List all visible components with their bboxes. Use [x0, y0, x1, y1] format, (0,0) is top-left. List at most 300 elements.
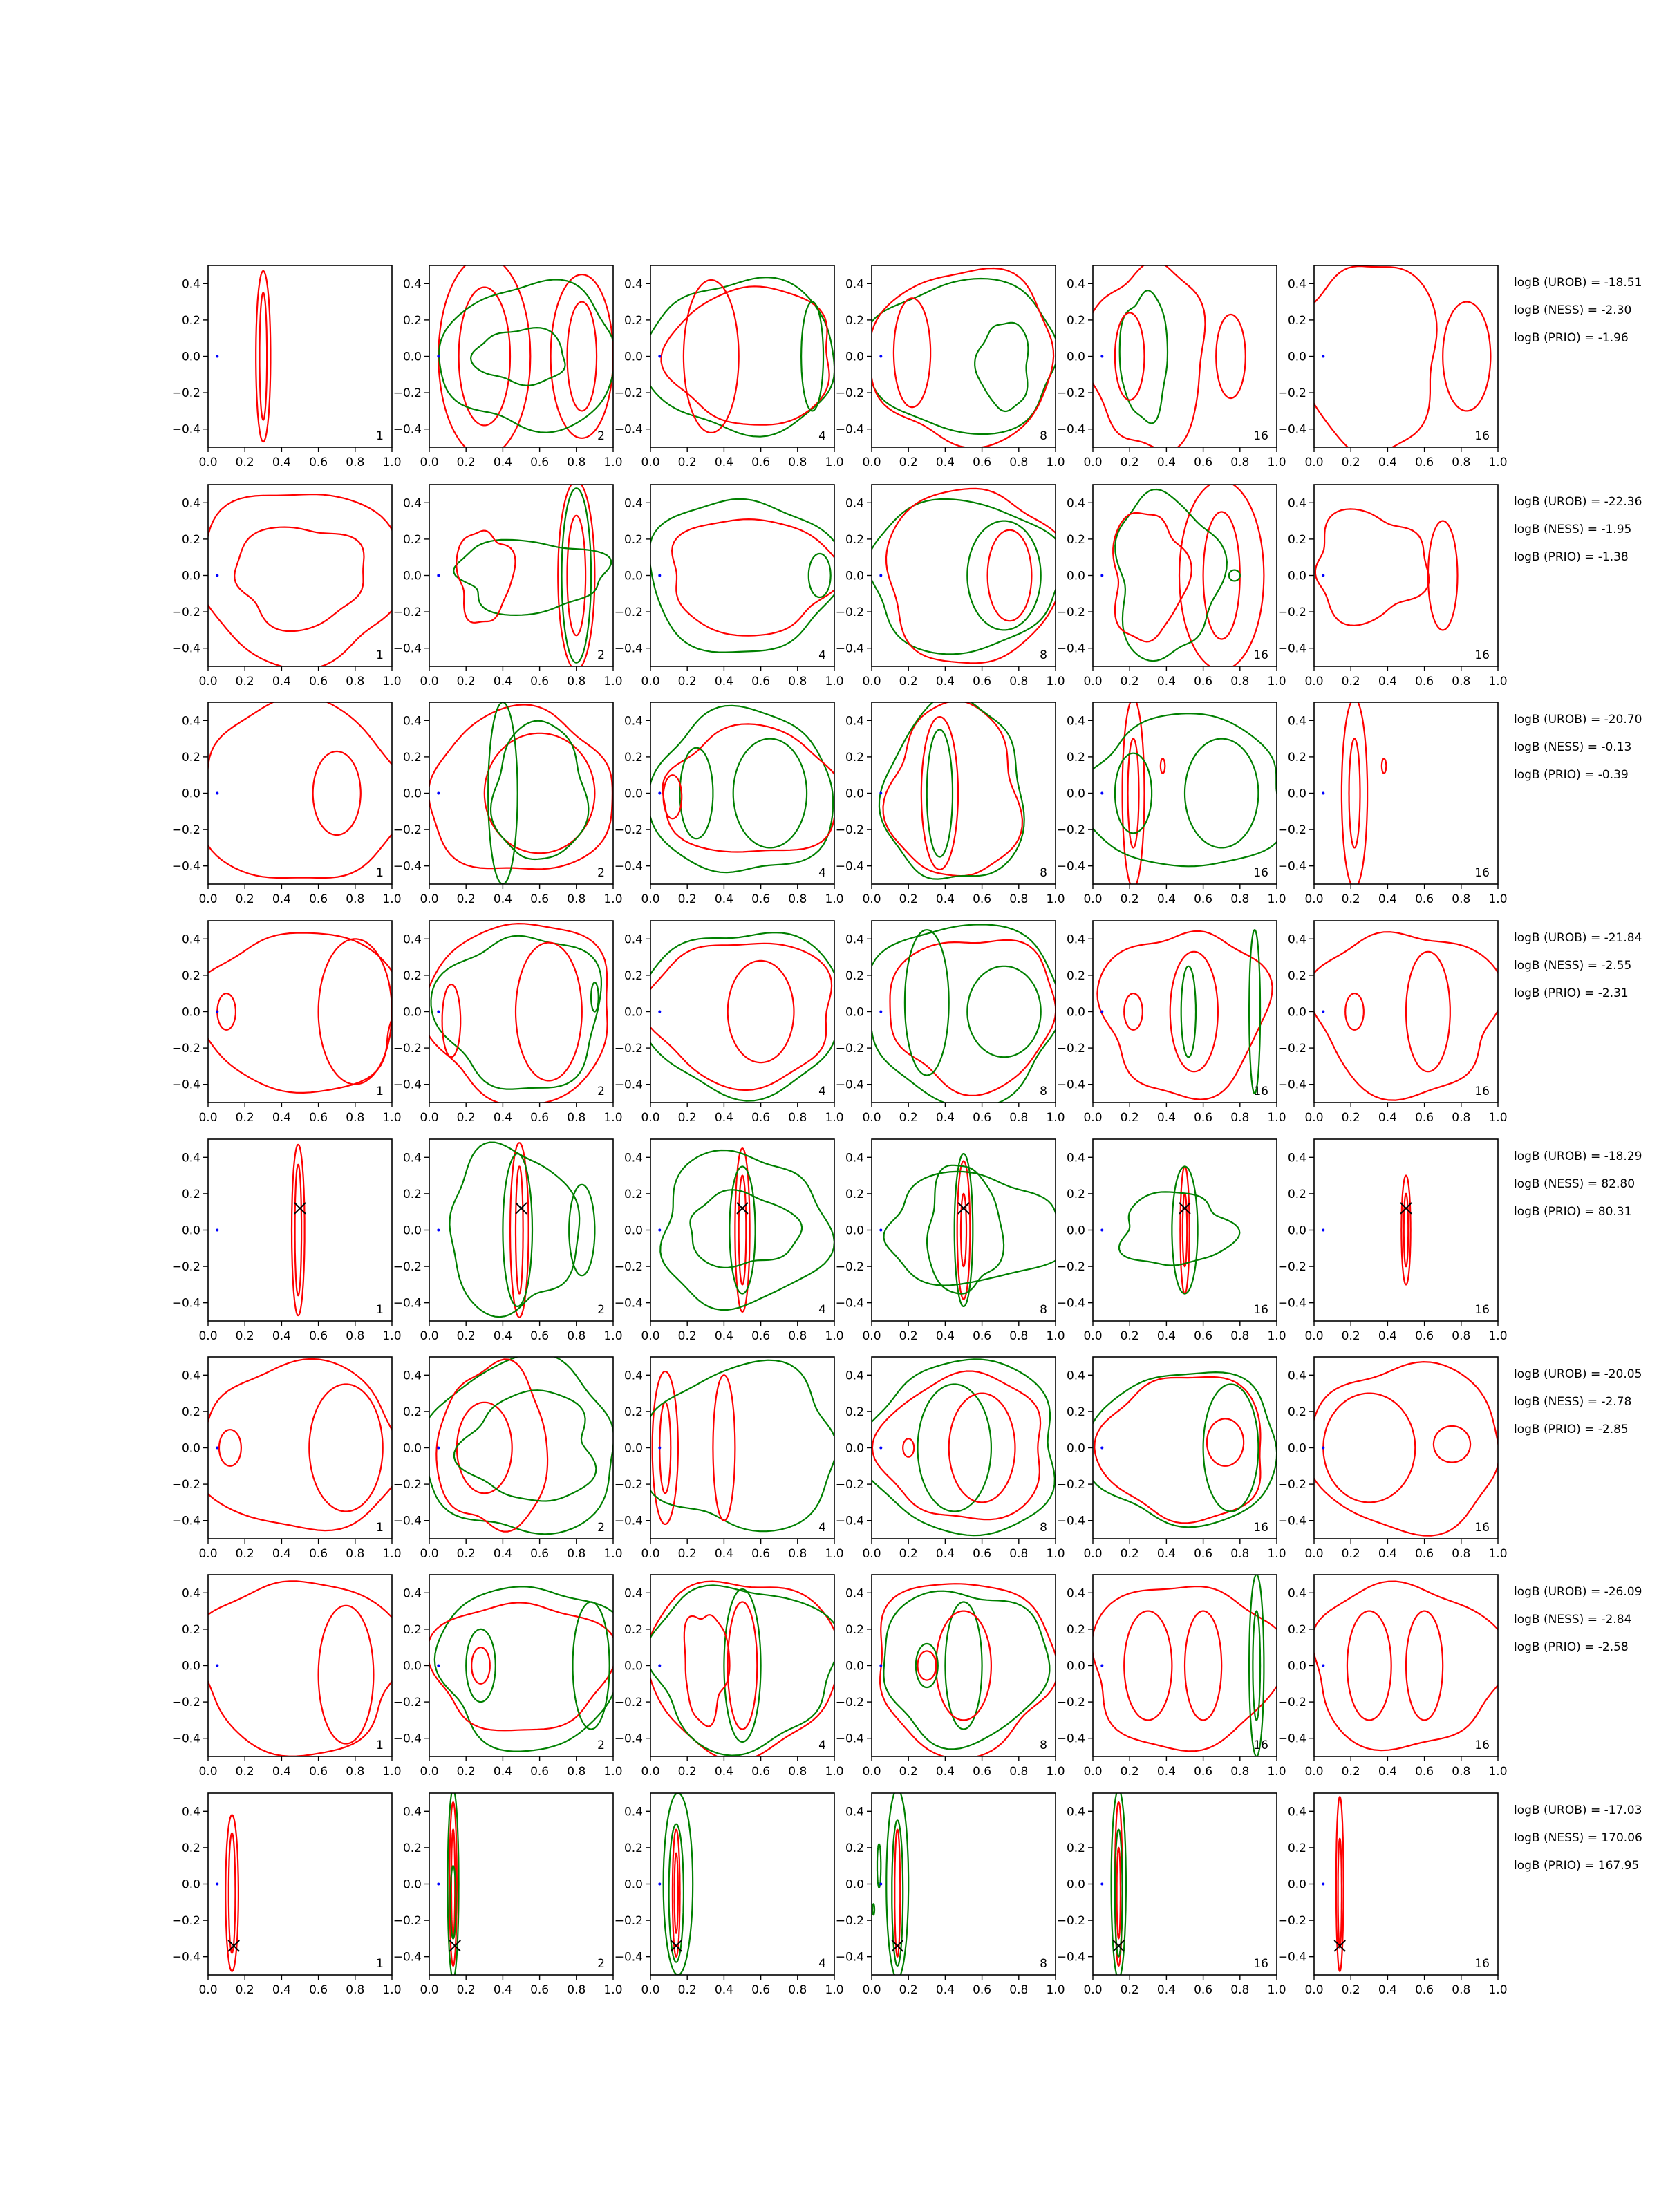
y-tick-label: 0.4 — [402, 1805, 422, 1819]
y-tick-label: −0.4 — [1056, 1078, 1085, 1092]
panel-count-label: 1 — [376, 429, 384, 443]
x-tick-label: 0.4 — [1156, 1111, 1176, 1125]
y-tick-label: −0.4 — [171, 1950, 200, 1965]
y-tick-label: 0.0 — [1287, 350, 1306, 364]
y-tick-label: −0.2 — [614, 1696, 643, 1710]
x-tick-label: 0.2 — [1120, 1765, 1139, 1779]
y-tick-label: 0.4 — [845, 932, 864, 947]
x-tick-label: 0.8 — [1009, 1547, 1029, 1561]
x-tick-label: 0.0 — [641, 1547, 660, 1561]
y-tick-label: −0.2 — [835, 1914, 864, 1929]
y-tick-label: 0.2 — [624, 1187, 643, 1201]
plot-area — [208, 1139, 392, 1321]
y-tick-label: 0.4 — [402, 496, 422, 511]
panel-count-label: 16 — [1253, 648, 1268, 662]
y-tick-label: 0.0 — [1066, 787, 1085, 801]
x-tick-label: 1.0 — [825, 892, 844, 906]
y-tick-label: −0.2 — [1277, 386, 1306, 401]
x-tick-label: 0.0 — [420, 892, 439, 906]
logb-urob-label: logB (UROB) = -20.70 — [1514, 713, 1642, 727]
reference-point — [216, 1011, 218, 1013]
x-tick-label: 0.8 — [1230, 1329, 1250, 1343]
panel-count-label: 4 — [818, 1303, 826, 1317]
x-tick-label: 0.0 — [420, 456, 439, 469]
logb-urob-label: logB (UROB) = -26.09 — [1514, 1585, 1642, 1599]
y-tick-label: 0.4 — [624, 932, 643, 947]
y-tick-label: −0.4 — [1277, 422, 1306, 437]
y-tick-label: −0.2 — [614, 1478, 643, 1492]
x-tick-label: 0.6 — [530, 1111, 550, 1125]
panel-count-label: 4 — [818, 648, 826, 662]
x-tick-label: 0.8 — [1009, 675, 1029, 688]
y-tick-label: 0.2 — [181, 1841, 200, 1855]
reference-point — [437, 1883, 440, 1886]
y-tick-label: −0.2 — [393, 1696, 422, 1710]
x-tick-label: 0.0 — [862, 1983, 881, 1997]
logb-urob-label: logB (UROB) = -22.36 — [1514, 495, 1642, 509]
y-tick-label: 0.0 — [624, 787, 643, 801]
y-tick-label: −0.4 — [1056, 859, 1085, 874]
x-tick-label: 0.4 — [272, 1765, 291, 1779]
panel-count-label: 1 — [376, 1303, 384, 1317]
x-tick-label: 1.0 — [1267, 1111, 1286, 1125]
y-tick-label: −0.4 — [1277, 1078, 1306, 1092]
x-tick-label: 1.0 — [603, 892, 623, 906]
x-tick-label: 0.8 — [1452, 456, 1471, 469]
x-tick-label: 0.8 — [1230, 1111, 1250, 1125]
x-tick-label: 0.4 — [1378, 1329, 1397, 1343]
y-tick-label: 0.2 — [181, 1622, 200, 1637]
y-tick-label: −0.2 — [835, 1260, 864, 1275]
x-tick-label: 0.2 — [456, 892, 476, 906]
x-tick-label: 1.0 — [603, 1983, 623, 1997]
y-tick-label: 0.0 — [845, 1877, 864, 1892]
y-tick-label: −0.4 — [393, 859, 422, 874]
y-tick-label: −0.4 — [393, 1732, 422, 1746]
logb-prio-label: logB (PRIO) = -1.38 — [1514, 550, 1629, 564]
y-tick-label: 0.2 — [402, 1622, 422, 1637]
x-tick-label: 0.2 — [677, 1111, 697, 1125]
y-tick-label: 0.4 — [1066, 1586, 1085, 1601]
x-tick-label: 1.0 — [1046, 1765, 1065, 1779]
x-tick-label: 1.0 — [1488, 892, 1508, 906]
x-tick-label: 0.0 — [1083, 456, 1103, 469]
x-tick-label: 1.0 — [1046, 456, 1065, 469]
x-tick-label: 0.6 — [1194, 1111, 1213, 1125]
panel-count-label: 1 — [376, 1957, 384, 1971]
x-tick-label: 0.2 — [456, 1983, 476, 1997]
y-tick-label: 0.0 — [845, 787, 864, 801]
x-tick-label: 0.6 — [1194, 892, 1213, 906]
x-tick-label: 0.2 — [677, 1547, 697, 1561]
reference-point — [658, 1447, 661, 1450]
y-tick-label: −0.2 — [171, 1696, 200, 1710]
x-tick-label: 0.4 — [714, 1111, 733, 1125]
y-tick-label: 0.0 — [1287, 1877, 1306, 1892]
y-tick-label: −0.4 — [1277, 1732, 1306, 1746]
x-tick-label: 0.4 — [935, 1983, 955, 1997]
x-tick-label: 0.2 — [677, 1329, 697, 1343]
y-tick-label: 0.4 — [181, 1586, 200, 1601]
y-tick-label: −0.4 — [835, 422, 864, 437]
x-tick-label: 0.6 — [973, 675, 992, 688]
y-tick-label: 0.4 — [181, 1369, 200, 1383]
y-tick-label: 0.0 — [402, 350, 422, 364]
panel-count-label: 8 — [1040, 1303, 1047, 1317]
y-tick-label: 0.2 — [624, 750, 643, 765]
y-tick-label: −0.4 — [393, 1950, 422, 1965]
y-tick-label: 0.0 — [624, 1005, 643, 1020]
panel-count-label: 8 — [1040, 1957, 1047, 1971]
logb-ness-label: logB (NESS) = 82.80 — [1514, 1177, 1635, 1191]
x-tick-label: 0.6 — [309, 675, 328, 688]
y-tick-label: −0.4 — [1277, 1950, 1306, 1965]
reference-point — [437, 792, 440, 795]
y-tick-label: 0.4 — [402, 1586, 422, 1601]
reference-point — [1322, 1665, 1324, 1667]
y-tick-label: 0.2 — [1287, 313, 1306, 328]
x-tick-label: 0.6 — [530, 1765, 550, 1779]
logb-prio-label: logB (PRIO) = -1.96 — [1514, 331, 1629, 345]
x-tick-label: 0.8 — [346, 1765, 365, 1779]
panel-count-label: 4 — [818, 866, 826, 880]
y-tick-label: 0.2 — [402, 968, 422, 983]
y-tick-label: 0.0 — [845, 1659, 864, 1674]
y-tick-label: −0.2 — [614, 386, 643, 401]
x-tick-label: 1.0 — [1488, 675, 1508, 688]
y-tick-label: 0.4 — [181, 714, 200, 729]
y-tick-label: −0.2 — [1056, 1478, 1085, 1492]
y-tick-label: −0.4 — [1056, 422, 1085, 437]
y-tick-label: −0.2 — [1056, 386, 1085, 401]
x-tick-label: 0.2 — [235, 1983, 254, 1997]
x-tick-label: 0.0 — [420, 675, 439, 688]
x-tick-label: 0.4 — [1378, 1983, 1397, 1997]
y-tick-label: 0.2 — [1066, 1622, 1085, 1637]
x-tick-label: 0.4 — [272, 892, 291, 906]
x-tick-label: 0.4 — [935, 675, 955, 688]
x-tick-label: 0.8 — [1230, 1547, 1250, 1561]
y-tick-label: −0.2 — [835, 1042, 864, 1056]
logb-ness-label: logB (NESS) = 170.06 — [1514, 1831, 1642, 1845]
reference-point — [437, 355, 440, 358]
x-tick-label: 0.2 — [1120, 1547, 1139, 1561]
plot-area — [208, 265, 392, 447]
x-tick-label: 0.0 — [641, 456, 660, 469]
x-tick-label: 0.2 — [1341, 675, 1360, 688]
y-tick-label: 0.4 — [1066, 1151, 1085, 1165]
x-tick-label: 0.0 — [1304, 675, 1324, 688]
reference-point — [1100, 1229, 1103, 1232]
x-tick-label: 0.0 — [641, 892, 660, 906]
reference-point — [658, 574, 661, 577]
y-tick-label: −0.4 — [1056, 1296, 1085, 1311]
x-tick-label: 0.8 — [346, 675, 365, 688]
panel-count-label: 16 — [1253, 866, 1268, 880]
y-tick-label: 0.4 — [624, 496, 643, 511]
x-tick-label: 0.2 — [456, 1547, 476, 1561]
plot-area — [650, 485, 834, 666]
logb-urob-label: logB (UROB) = -18.29 — [1514, 1150, 1642, 1163]
y-tick-label: 0.0 — [1066, 1224, 1085, 1238]
x-tick-label: 0.4 — [714, 675, 733, 688]
y-tick-label: 0.0 — [181, 1224, 200, 1238]
y-tick-label: 0.2 — [1287, 1187, 1306, 1201]
x-tick-label: 0.2 — [456, 1765, 476, 1779]
y-tick-label: −0.2 — [171, 1478, 200, 1492]
x-tick-label: 0.4 — [493, 1329, 512, 1343]
y-tick-label: −0.2 — [393, 606, 422, 620]
y-tick-label: −0.4 — [835, 1732, 864, 1746]
y-tick-label: −0.2 — [393, 1914, 422, 1929]
logb-urob-label: logB (UROB) = -17.03 — [1514, 1803, 1642, 1817]
x-tick-label: 0.6 — [751, 1111, 771, 1125]
x-tick-label: 0.8 — [1009, 1329, 1029, 1343]
y-tick-label: −0.4 — [1277, 641, 1306, 656]
y-tick-label: −0.2 — [1277, 1260, 1306, 1275]
y-tick-label: 0.0 — [1287, 1441, 1306, 1456]
panel-count-label: 8 — [1040, 1738, 1047, 1752]
x-tick-label: 0.4 — [935, 456, 955, 469]
reference-point — [216, 355, 218, 358]
x-tick-label: 0.4 — [1156, 892, 1176, 906]
y-tick-label: 0.4 — [1287, 496, 1306, 511]
y-tick-label: 0.0 — [181, 787, 200, 801]
y-tick-label: 0.4 — [402, 932, 422, 947]
y-tick-label: −0.4 — [835, 1296, 864, 1311]
y-tick-label: −0.4 — [614, 1296, 643, 1311]
x-tick-label: 0.0 — [198, 1983, 218, 1997]
x-tick-label: 0.6 — [1194, 1329, 1213, 1343]
reference-point — [1322, 355, 1324, 358]
y-tick-label: 0.2 — [181, 750, 200, 765]
x-tick-label: 0.6 — [530, 1547, 550, 1561]
y-tick-label: −0.4 — [614, 422, 643, 437]
x-tick-label: 1.0 — [1267, 892, 1286, 906]
logb-ness-label: logB (NESS) = -2.84 — [1514, 1613, 1632, 1627]
y-tick-label: 0.0 — [402, 787, 422, 801]
x-tick-label: 0.0 — [641, 1983, 660, 1997]
panel-count-label: 16 — [1253, 1303, 1268, 1317]
x-tick-label: 0.0 — [420, 1547, 439, 1561]
x-tick-label: 0.2 — [899, 1329, 918, 1343]
panel-count-label: 8 — [1040, 1085, 1047, 1098]
panel-count-label: 4 — [818, 1085, 826, 1098]
panel-count-label: 16 — [1474, 1303, 1490, 1317]
plot-area — [1314, 485, 1498, 666]
x-tick-label: 0.6 — [751, 1547, 771, 1561]
x-tick-label: 0.0 — [1304, 456, 1324, 469]
x-tick-label: 0.2 — [899, 1765, 918, 1779]
y-tick-label: −0.2 — [614, 1914, 643, 1929]
panel-count-label: 4 — [818, 429, 826, 443]
y-tick-label: 0.4 — [1066, 714, 1085, 729]
y-tick-label: −0.4 — [171, 1732, 200, 1746]
x-tick-label: 0.0 — [641, 1329, 660, 1343]
x-tick-label: 0.4 — [935, 1547, 955, 1561]
logb-urob-label: logB (UROB) = -18.51 — [1514, 276, 1642, 290]
y-tick-label: 0.0 — [624, 350, 643, 364]
y-tick-label: −0.4 — [614, 1950, 643, 1965]
x-tick-label: 0.8 — [567, 1111, 586, 1125]
logb-urob-label: logB (UROB) = -21.84 — [1514, 931, 1642, 945]
y-tick-label: 0.4 — [1287, 1586, 1306, 1601]
x-tick-label: 0.4 — [1156, 1329, 1176, 1343]
y-tick-label: −0.2 — [614, 823, 643, 838]
y-tick-label: −0.2 — [171, 1914, 200, 1929]
logb-urob-label: logB (UROB) = -20.05 — [1514, 1367, 1642, 1381]
x-tick-label: 0.0 — [862, 1765, 881, 1779]
x-tick-label: 0.6 — [530, 892, 550, 906]
x-tick-label: 1.0 — [1488, 1765, 1508, 1779]
logb-prio-label: logB (PRIO) = -0.39 — [1514, 768, 1629, 782]
x-tick-label: 0.6 — [973, 1329, 992, 1343]
y-tick-label: 0.0 — [624, 1877, 643, 1892]
x-tick-label: 0.0 — [1083, 675, 1103, 688]
x-tick-label: 0.6 — [309, 1329, 328, 1343]
x-tick-label: 0.8 — [1452, 1111, 1471, 1125]
reference-point — [216, 1665, 218, 1667]
reference-point — [437, 1447, 440, 1450]
x-tick-label: 0.4 — [714, 1329, 733, 1343]
y-tick-label: 0.4 — [1066, 496, 1085, 511]
x-tick-label: 0.6 — [751, 1329, 771, 1343]
y-tick-label: 0.0 — [845, 350, 864, 364]
x-tick-label: 1.0 — [603, 1111, 623, 1125]
x-tick-label: 0.0 — [641, 675, 660, 688]
x-tick-label: 0.8 — [567, 675, 586, 688]
y-tick-label: 0.0 — [181, 569, 200, 583]
y-tick-label: −0.2 — [835, 386, 864, 401]
x-tick-label: 0.2 — [677, 892, 697, 906]
x-tick-label: 0.2 — [235, 1765, 254, 1779]
x-tick-label: 0.2 — [235, 1547, 254, 1561]
x-tick-label: 0.4 — [1156, 1547, 1176, 1561]
reference-point — [1322, 1447, 1324, 1450]
x-tick-label: 0.6 — [1415, 1547, 1434, 1561]
y-tick-label: 0.0 — [181, 1659, 200, 1674]
x-tick-label: 0.0 — [198, 1329, 218, 1343]
y-tick-label: 0.0 — [1287, 569, 1306, 583]
y-tick-label: 0.2 — [1287, 968, 1306, 983]
y-tick-label: 0.0 — [1287, 787, 1306, 801]
x-tick-label: 0.8 — [346, 456, 365, 469]
x-tick-label: 0.6 — [973, 1111, 992, 1125]
x-tick-label: 0.4 — [1156, 1983, 1176, 1997]
panel-count-label: 16 — [1253, 1085, 1268, 1098]
plot-area — [1314, 1139, 1498, 1321]
x-tick-label: 0.8 — [1009, 1983, 1029, 1997]
x-tick-label: 1.0 — [1267, 1983, 1286, 1997]
plot-area — [208, 1575, 392, 1756]
y-tick-label: −0.4 — [171, 1078, 200, 1092]
y-tick-label: 0.2 — [1066, 313, 1085, 328]
x-tick-label: 0.4 — [935, 1111, 955, 1125]
x-tick-label: 0.0 — [198, 675, 218, 688]
x-tick-label: 0.6 — [530, 675, 550, 688]
x-tick-label: 0.6 — [751, 892, 771, 906]
x-tick-label: 0.8 — [1452, 1329, 1471, 1343]
x-tick-label: 0.8 — [567, 892, 586, 906]
x-tick-label: 1.0 — [825, 1111, 844, 1125]
panel-count-label: 8 — [1040, 866, 1047, 880]
x-tick-label: 0.0 — [198, 892, 218, 906]
x-tick-label: 0.8 — [788, 456, 807, 469]
y-tick-label: 0.2 — [624, 968, 643, 983]
y-tick-label: 0.2 — [624, 1841, 643, 1855]
y-tick-label: 0.0 — [845, 1005, 864, 1020]
y-tick-label: 0.0 — [402, 1877, 422, 1892]
x-tick-label: 0.6 — [1415, 675, 1434, 688]
reference-point — [658, 1229, 661, 1232]
y-tick-label: 0.0 — [624, 569, 643, 583]
y-tick-label: 0.4 — [1066, 1805, 1085, 1819]
x-tick-label: 0.0 — [1304, 1111, 1324, 1125]
x-tick-label: 0.4 — [935, 1329, 955, 1343]
panel-count-label: 16 — [1474, 1521, 1490, 1535]
panel-count-label: 16 — [1253, 1521, 1268, 1535]
x-tick-label: 0.6 — [530, 1329, 550, 1343]
logb-ness-label: logB (NESS) = -2.55 — [1514, 959, 1632, 973]
reference-point — [437, 574, 440, 577]
y-tick-label: 0.2 — [624, 1622, 643, 1637]
reference-point — [879, 1883, 882, 1886]
plot-area — [872, 1357, 1056, 1539]
panel-count-label: 16 — [1474, 1957, 1490, 1971]
y-tick-label: 0.2 — [181, 968, 200, 983]
x-tick-label: 0.4 — [1378, 892, 1397, 906]
x-tick-label: 1.0 — [825, 1765, 844, 1779]
y-tick-label: 0.2 — [845, 1622, 864, 1637]
logb-ness-label: logB (NESS) = -2.30 — [1514, 303, 1632, 317]
x-tick-label: 0.4 — [493, 1983, 512, 1997]
panel-count-label: 2 — [597, 429, 605, 443]
x-tick-label: 0.0 — [862, 1329, 881, 1343]
panel-count-label: 2 — [597, 1957, 605, 1971]
panel-count-label: 2 — [597, 1303, 605, 1317]
reference-point — [879, 355, 882, 358]
y-tick-label: −0.2 — [835, 1478, 864, 1492]
x-tick-label: 0.8 — [1230, 675, 1250, 688]
panel-count-label: 2 — [597, 866, 605, 880]
x-tick-label: 1.0 — [1046, 1547, 1065, 1561]
x-tick-label: 0.4 — [714, 892, 733, 906]
y-tick-label: 0.2 — [624, 1405, 643, 1419]
x-tick-label: 1.0 — [1046, 675, 1065, 688]
y-tick-label: −0.2 — [614, 1260, 643, 1275]
y-tick-label: 0.2 — [402, 750, 422, 765]
y-tick-label: −0.4 — [1056, 1732, 1085, 1746]
x-tick-label: 0.0 — [198, 1765, 218, 1779]
x-tick-label: 0.6 — [309, 1111, 328, 1125]
x-tick-label: 0.2 — [1120, 892, 1139, 906]
x-tick-label: 0.4 — [493, 675, 512, 688]
plot-area — [650, 265, 834, 447]
x-tick-label: 1.0 — [1046, 1983, 1065, 1997]
y-tick-label: 0.0 — [1066, 350, 1085, 364]
panel-count-label: 16 — [1474, 866, 1490, 880]
x-tick-label: 0.8 — [788, 675, 807, 688]
reference-point — [216, 1883, 218, 1886]
x-tick-label: 0.2 — [899, 1983, 918, 1997]
x-tick-label: 0.6 — [1415, 1111, 1434, 1125]
x-tick-label: 0.0 — [1304, 1983, 1324, 1997]
x-tick-label: 0.8 — [567, 456, 586, 469]
y-tick-label: 0.4 — [181, 1805, 200, 1819]
x-tick-label: 1.0 — [1488, 1329, 1508, 1343]
x-tick-label: 0.8 — [788, 1765, 807, 1779]
x-tick-label: 0.4 — [1378, 675, 1397, 688]
